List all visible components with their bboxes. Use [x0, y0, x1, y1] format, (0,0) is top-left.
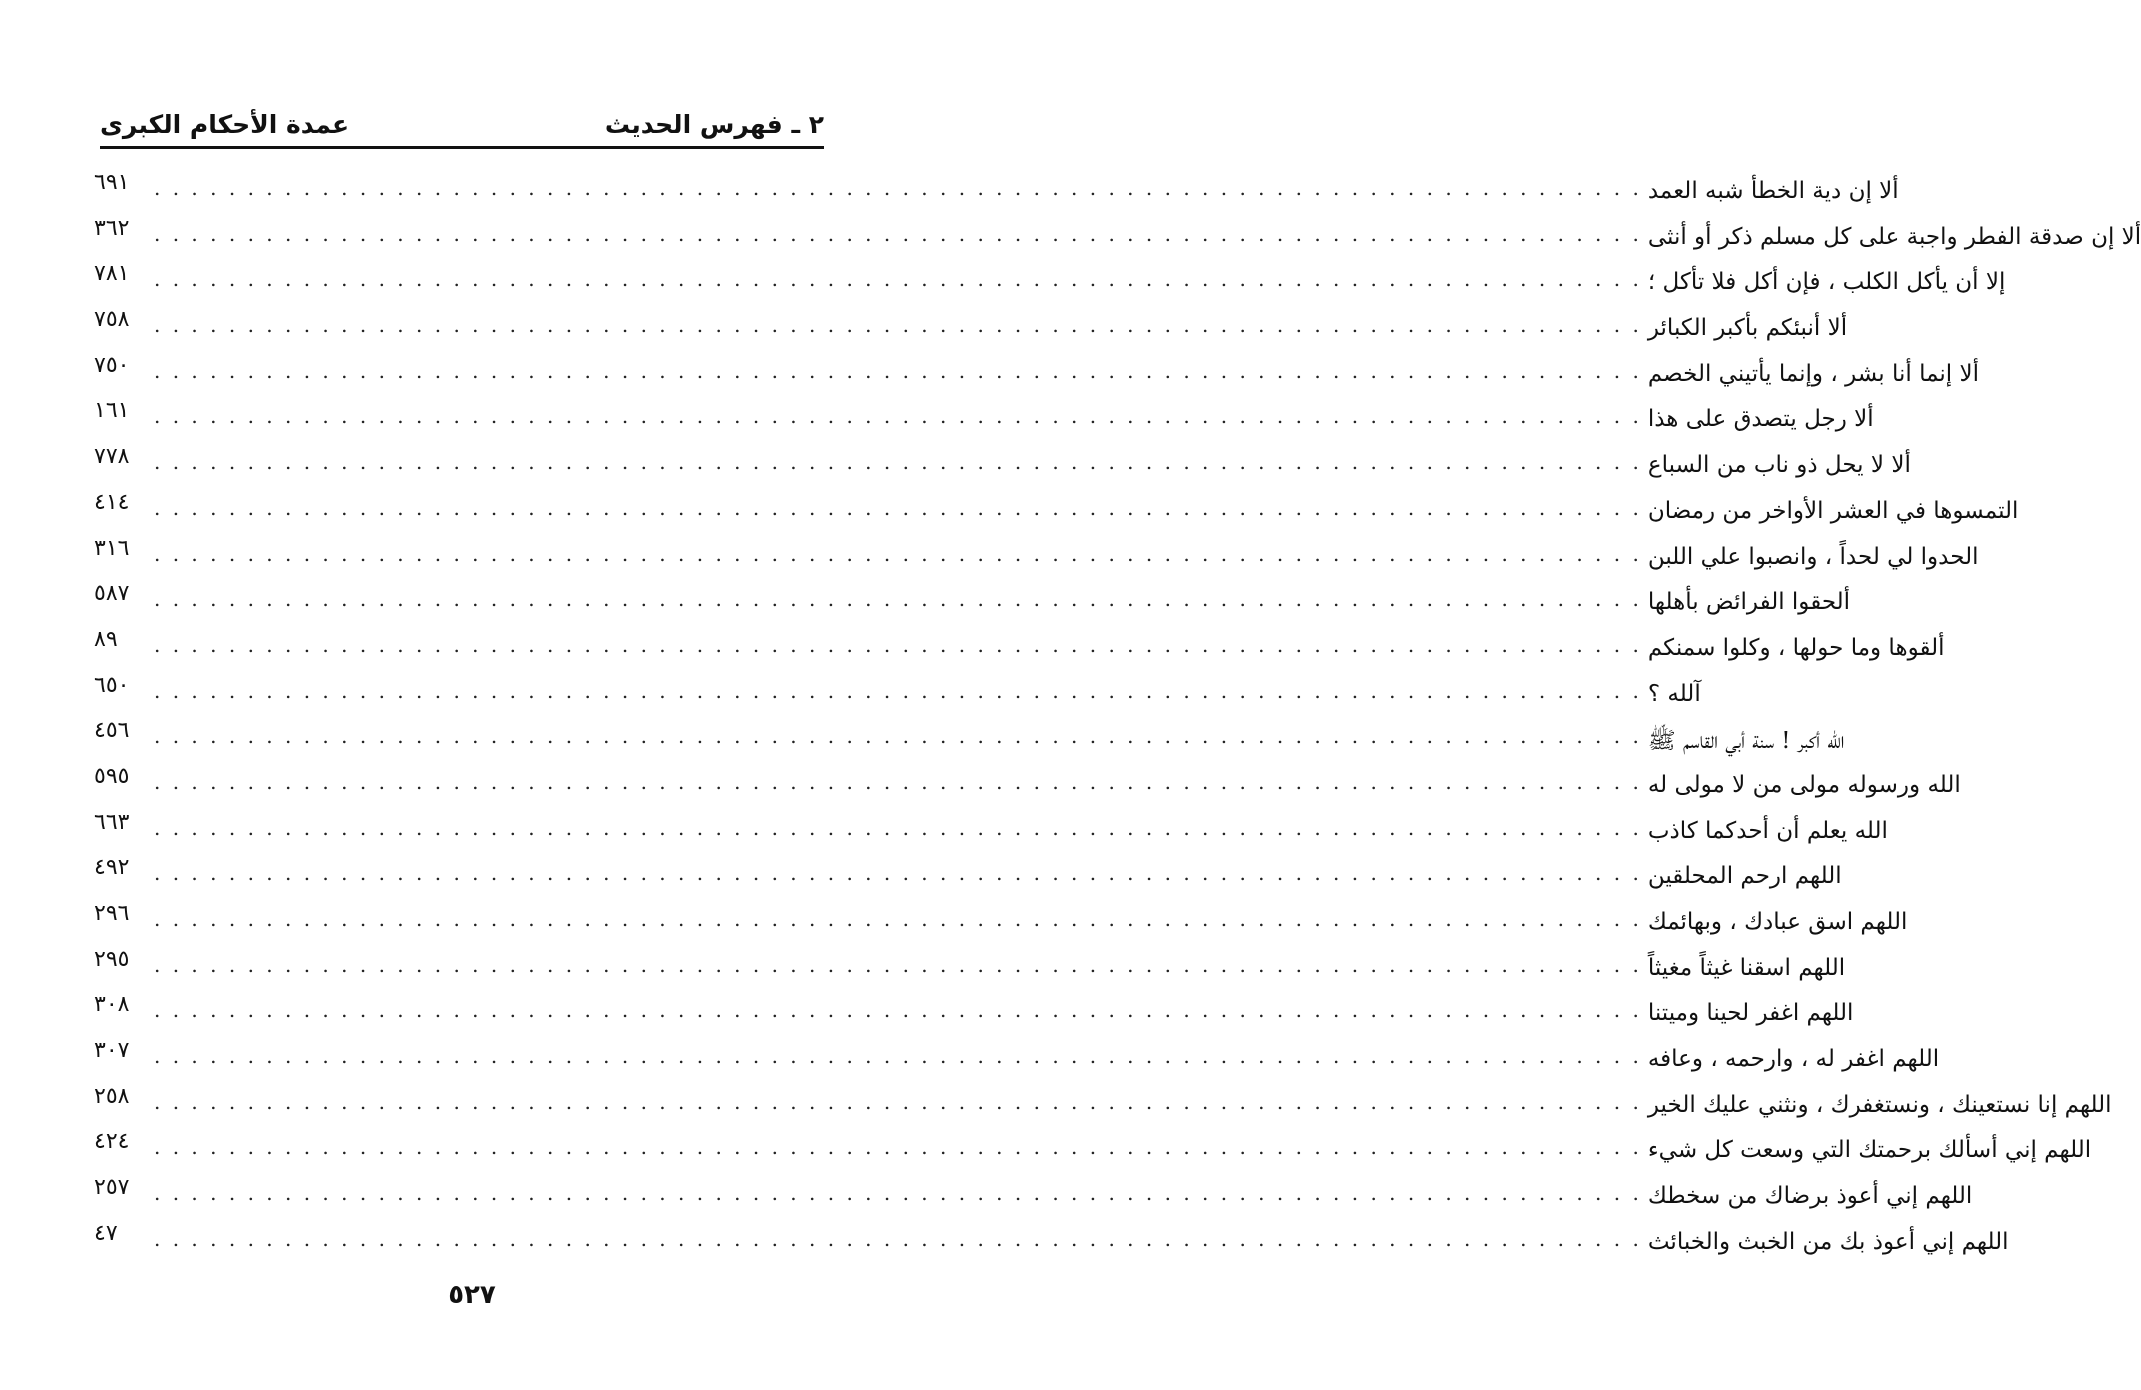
entry-page-number: ٦٥٠ [94, 672, 130, 698]
entry-hadith-text: اللهم إنا نستعينك ، ونستغفرك ، ونثني عليك الخير [1647, 1091, 2112, 1118]
index-entry [94, 1078, 2112, 1124]
page-number: ٥٢٧ [448, 1280, 496, 1310]
dot-leader: . . . . . . . . . . . . . . . . . . . . . . . . . . . . . . . . . . . . . . . . . . . . . . . . . . . . . . . . . . . . . . . . . . . . . . . . . . . . . . . . [154, 176, 1642, 200]
entry-page-number: ٨٩ [94, 626, 118, 652]
index-entry [94, 849, 1842, 895]
header-rule [100, 146, 824, 149]
dot-leader: . . . . . . . . . . . . . . . . . . . . . . . . . . . . . . . . . . . . . . . . . . . . . . . . . . . . . . . . . . . . . . . . . . . . . . . . . . . . . . . . [154, 861, 1642, 886]
hadith-index-list [94, 164, 2141, 1261]
index-entry [94, 438, 1911, 484]
dot-leader: . . . . . . . . . . . . . . . . . . . . . . . . . . . . . . . . . . . . . . . . . . . . . . . . . . . . . . . . . . . . . . . . . . . . . . . . . . . . . . . . [154, 1135, 1642, 1160]
index-entry [94, 164, 1899, 210]
book-title: عمدة الأحكام الكبرى [100, 109, 350, 139]
entry-hadith-text: اللهم اغفر لحينا وميتنا [1647, 1000, 1854, 1027]
dot-leader: . . . . . . . . . . . . . . . . . . . . . . . . . . . . . . . . . . . . . . . . . . . . . . . . . . . . . . . . . . . . . . . . . . . . . . . . . . . . . . . . [154, 495, 1642, 520]
entry-hadith-text: ألحقوا الفرائض بأهلها [1647, 589, 1851, 616]
index-entry [94, 941, 1846, 987]
entry-page-number: ٧٨١ [94, 261, 130, 287]
dot-leader: . . . . . . . . . . . . . . . . . . . . . . . . . . . . . . . . . . . . . . . . . . . . . . . . . . . . . . . . . . . . . . . . . . . . . . . . . . . . . . . . [154, 404, 1642, 429]
index-entry [94, 530, 1979, 576]
index-entry [94, 1032, 1940, 1078]
entry-hadith-text: ألا إن صدقة الفطر واجبة على كل مسلم ذكر أو أنثى [1647, 223, 2141, 250]
dot-leader: . . . . . . . . . . . . . . . . . . . . . . . . . . . . . . . . . . . . . . . . . . . . . . . . . . . . . . . . . . . . . . . . . . . . . . . . . . . . . . . . [154, 1089, 1642, 1114]
dot-leader: . . . . . . . . . . . . . . . . . . . . . . . . . . . . . . . . . . . . . . . . . . . . . . . . . . . . . . . . . . . . . . . . . . . . . . . . . . . . . . . . [154, 541, 1642, 566]
index-entry [94, 347, 1980, 393]
entry-hadith-text: الله يعلم أن أحدكما كاذب [1647, 817, 1888, 844]
entry-page-number: ١٦١ [94, 398, 130, 424]
entry-page-number: ٤٩٢ [94, 855, 130, 881]
entry-page-number: ٦٦٣ [94, 809, 130, 835]
index-entry [94, 1169, 1973, 1215]
index-entry [94, 392, 1874, 438]
section-title: ٢ ـ فهرس الحديث [604, 109, 824, 139]
entry-hadith-text: اللهم اغفر له ، وارحمه ، وعافه [1647, 1046, 1940, 1073]
entry-page-number: ٦٩١ [94, 170, 130, 195]
entry-page-number: ٣١٦ [94, 535, 130, 561]
entry-page-number: ٣٠٧ [94, 1038, 130, 1064]
dot-leader: . . . . . . . . . . . . . . . . . . . . . . . . . . . . . . . . . . . . . . . . . . . . . . . . . . . . . . . . . . . . . . . . . . . . . . . . . . . . . . . . [154, 1044, 1642, 1069]
entry-page-number: ٢٥٨ [94, 1083, 130, 1109]
entry-page-number: ٧٥٠ [94, 352, 130, 378]
entry-page-number: ٣٠٨ [94, 992, 130, 1018]
index-entry [94, 712, 1845, 758]
dot-leader: . . . . . . . . . . . . . . . . . . . . . . . . . . . . . . . . . . . . . . . . . . . . . . . . . . . . . . . . . . . . . . . . . . . . . . . . . . . . . . . . [154, 678, 1642, 703]
entry-hadith-text: ألا رجل يتصدق على هذا [1647, 406, 1874, 433]
dot-leader: . . . . . . . . . . . . . . . . . . . . . . . . . . . . . . . . . . . . . . . . . . . . . . . . . . . . . . . . . . . . . . . . . . . . . . . . . . . . . . . . [154, 998, 1642, 1023]
entry-hadith-text: اللهم إني أعوذ بك من الخبث والخبائث [1647, 1228, 2009, 1255]
index-entry [94, 255, 2006, 301]
entry-page-number: ٧٧٨ [94, 444, 130, 470]
entry-page-number: ٢٩٦ [94, 901, 130, 926]
running-header [100, 102, 824, 146]
entry-page-number: ٤٢٤ [94, 1129, 130, 1155]
dot-leader: . . . . . . . . . . . . . . . . . . . . . . . . . . . . . . . . . . . . . . . . . . . . . . . . . . . . . . . . . . . . . . . . . . . . . . . . . . . . . . . . [154, 769, 1642, 794]
entry-hadith-text: اللهم اسقنا غيثاً مغيثاً [1647, 954, 1846, 981]
index-entry [94, 301, 1848, 347]
entry-hadith-text: الحدوا لي لحداً ، وانصبوا علي اللبن [1647, 543, 1979, 570]
entry-page-number: ٤١٤ [94, 489, 130, 515]
dot-leader: . . . . . . . . . . . . . . . . . . . . . . . . . . . . . . . . . . . . . . . . . . . . . . . . . . . . . . . . . . . . . . . . . . . . . . . . . . . . . . . . [154, 952, 1642, 977]
dot-leader: . . . . . . . . . . . . . . . . . . . . . . . . . . . . . . . . . . . . . . . . . . . . . . . . . . . . . . . . . . . . . . . . . . . . . . . . . . . . . . . . [154, 267, 1642, 292]
dot-leader: . . . . . . . . . . . . . . . . . . . . . . . . . . . . . . . . . . . . . . . . . . . . . . . . . . . . . . . . . . . . . . . . . . . . . . . . . . . . . . . . [154, 724, 1642, 749]
dot-leader: . . . . . . . . . . . . . . . . . . . . . . . . . . . . . . . . . . . . . . . . . . . . . . . . . . . . . . . . . . . . . . . . . . . . . . . . . . . . . . . . [154, 221, 1642, 246]
entry-hadith-text: ألا إن دية الخطأ شبه العمد [1647, 178, 1899, 204]
dot-leader: . . . . . . . . . . . . . . . . . . . . . . . . . . . . . . . . . . . . . . . . . . . . . . . . . . . . . . . . . . . . . . . . . . . . . . . . . . . . . . . . [154, 815, 1642, 840]
entry-page-number: ٥٩٥ [94, 763, 130, 789]
entry-page-number: ٢٩٥ [94, 946, 130, 972]
entry-hadith-text: اللهم إني أعوذ برضاك من سخطك [1647, 1183, 1973, 1210]
dot-leader: . . . . . . . . . . . . . . . . . . . . . . . . . . . . . . . . . . . . . . . . . . . . . . . . . . . . . . . . . . . . . . . . . . . . . . . . . . . . . . . . [154, 358, 1642, 383]
index-entry [94, 667, 1701, 713]
entry-hadith-text: ألقوها وما حولها ، وكلوا سمنكم [1647, 634, 1945, 661]
entry-hadith-text: آلله ؟ [1647, 680, 1701, 707]
entry-hadith-text: ألا أنبئكم بأكبر الكبائر [1647, 315, 1848, 342]
entry-page-number: ٤٥٦ [94, 718, 130, 744]
index-entry [94, 210, 2141, 256]
entry-hadith-text: اللهم إني أسألك برحمتك التي وسعت كل شيء [1647, 1137, 2092, 1164]
entry-hadith-text: ألا إنما أنا بشر ، وإنما يأتيني الخصم [1647, 360, 1980, 387]
entry-hadith-text: إلا أن يأكل الكلب ، فإن أكل فلا تأكل ؛ [1647, 269, 2006, 296]
entry-page-number: ٧٥٨ [94, 307, 130, 333]
entry-page-number: ٤٧ [94, 1220, 118, 1246]
entry-page-number: ٢٥٧ [94, 1175, 130, 1201]
entry-hadith-text: اللهم ارحم المحلقين [1647, 863, 1842, 890]
entry-hadith-text: ألا لا يحل ذو ناب من السباع [1647, 452, 1911, 479]
entry-hadith-text: الله ورسوله مولى من لا مولى له [1647, 771, 1961, 798]
index-entry [94, 758, 1961, 804]
index-entry [94, 1215, 2009, 1261]
entry-hadith-text: التمسوها في العشر الأواخر من رمضان [1647, 497, 2019, 524]
entry-page-number: ٥٨٧ [94, 581, 130, 607]
dot-leader: . . . . . . . . . . . . . . . . . . . . . . . . . . . . . . . . . . . . . . . . . . . . . . . . . . . . . . . . . . . . . . . . . . . . . . . . . . . . . . . . [154, 450, 1642, 475]
entry-hadith-text: اللهم اسق عبادك ، وبهائمك [1647, 909, 1908, 935]
dot-leader: . . . . . . . . . . . . . . . . . . . . . . . . . . . . . . . . . . . . . . . . . . . . . . . . . . . . . . . . . . . . . . . . . . . . . . . . . . . . . . . . [154, 1226, 1642, 1251]
entry-hadith-text: الله أكبر ! سنة أبي القاسم ﷺ [1647, 728, 1845, 755]
index-entry [94, 484, 2019, 530]
dot-leader: . . . . . . . . . . . . . . . . . . . . . . . . . . . . . . . . . . . . . . . . . . . . . . . . . . . . . . . . . . . . . . . . . . . . . . . . . . . . . . . . [154, 587, 1642, 612]
dot-leader: . . . . . . . . . . . . . . . . . . . . . . . . . . . . . . . . . . . . . . . . . . . . . . . . . . . . . . . . . . . . . . . . . . . . . . . . . . . . . . . . [154, 632, 1642, 657]
entry-page-number: ٣٦٢ [94, 215, 130, 241]
index-entry [94, 986, 1854, 1032]
dot-leader: . . . . . . . . . . . . . . . . . . . . . . . . . . . . . . . . . . . . . . . . . . . . . . . . . . . . . . . . . . . . . . . . . . . . . . . . . . . . . . . . [154, 1181, 1642, 1206]
index-entry [94, 895, 1908, 941]
index-entry [94, 804, 1888, 850]
dot-leader: . . . . . . . . . . . . . . . . . . . . . . . . . . . . . . . . . . . . . . . . . . . . . . . . . . . . . . . . . . . . . . . . . . . . . . . . . . . . . . . . [154, 907, 1642, 931]
index-entry [94, 575, 1851, 621]
dot-leader: . . . . . . . . . . . . . . . . . . . . . . . . . . . . . . . . . . . . . . . . . . . . . . . . . . . . . . . . . . . . . . . . . . . . . . . . . . . . . . . . [154, 313, 1642, 338]
index-entry [94, 621, 1945, 667]
index-entry [94, 1123, 2092, 1169]
